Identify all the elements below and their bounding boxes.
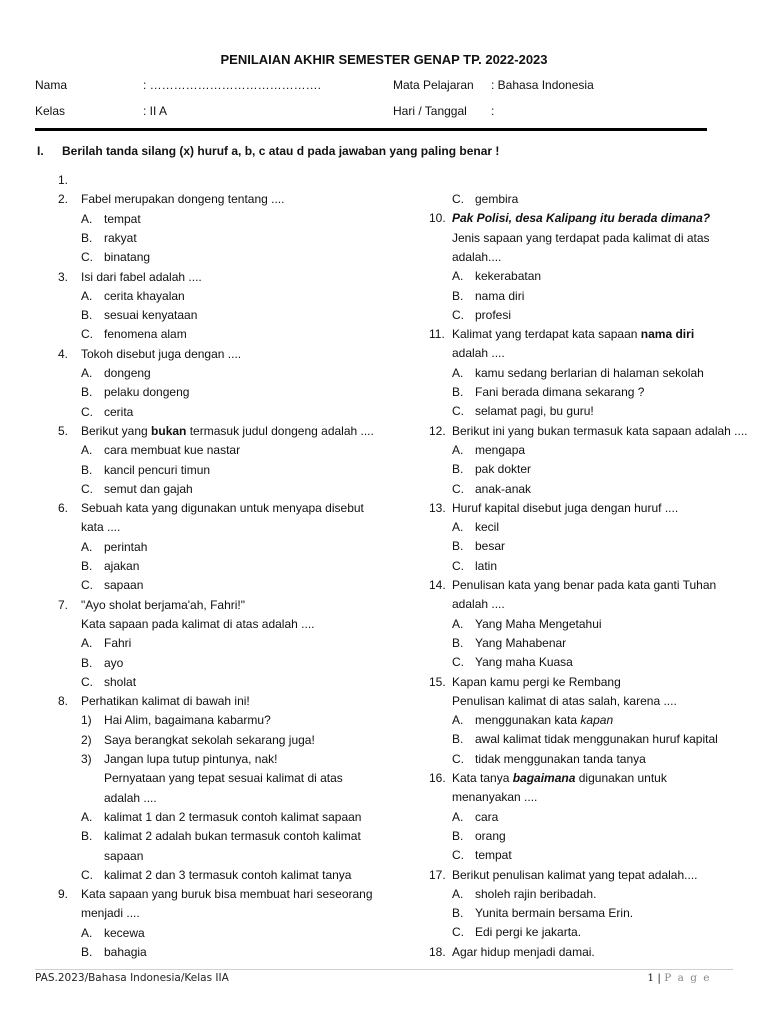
option-label: C. [81, 578, 93, 593]
line-text: kancil pencuri timun [104, 462, 211, 477]
line-text: kecil [475, 520, 500, 535]
question-number: 11. [429, 327, 445, 342]
header-divider [35, 128, 707, 131]
option-label: A. [452, 269, 464, 284]
line-text: "Ayo sholat berjama'ah, Fahri!" [81, 597, 246, 612]
question-number: 2. [58, 192, 69, 207]
option-label: B. [452, 385, 464, 399]
option-label: A. [81, 288, 93, 303]
text-segment: menggunakan kata [475, 713, 581, 728]
name-value: : ……………………………………. [143, 78, 322, 92]
line-text: Penulisan kata yang benar pada kata ganti Tuhan [452, 578, 717, 592]
line-text: Huruf kapital disebut juga dengan huruf .... [452, 500, 679, 515]
line-text: binatang [104, 250, 151, 265]
line-text: dongeng [104, 366, 151, 380]
line-text: adalah .... [104, 790, 157, 805]
line-text: perintah [104, 539, 148, 554]
subject-label: Mata Pelajaran [393, 78, 474, 92]
question-number: 12. [429, 423, 446, 438]
section-number: I. [37, 144, 44, 158]
question-number: 8. [58, 694, 69, 709]
line-text: ajakan [104, 559, 140, 573]
line-text: kalimat 2 adalah bukan termasuk contoh kalimat [104, 829, 361, 844]
line-text: kalimat 2 dan 3 termasuk contoh kalimat tanya [104, 867, 352, 882]
question-number: 6. [58, 501, 69, 516]
line-text: Agar hidup menjadi damai. [452, 944, 595, 959]
line-text: Yunita bermain bersama Erin. [475, 906, 634, 921]
option-label: C. [452, 307, 464, 322]
page-title: PENILAIAN AKHIR SEMESTER GENAP TP. 2022-2023 [220, 52, 548, 67]
question-number: 1. [58, 173, 69, 187]
option-label: C. [452, 751, 464, 766]
name-label: Nama [35, 78, 68, 92]
option-label: A. [452, 713, 464, 728]
line-text: tidak menggunakan tanda tanya [475, 751, 646, 766]
line-text: cerita khayalan [104, 288, 185, 303]
line-text: adalah .... [452, 597, 505, 612]
line-text: Yang Mahabenar [475, 635, 567, 650]
option-label: A. [81, 366, 93, 380]
line-text: Berikut ini yang bukan termasuk kata sapaan adalah .... [452, 423, 748, 438]
line-text: tempat [104, 211, 141, 226]
line-text: bahagia [104, 945, 147, 959]
option-label: B. [452, 539, 464, 554]
option-label: B. [81, 230, 93, 245]
option-label: C. [452, 404, 464, 419]
bold-text: bukan [151, 423, 187, 438]
bold-italic-text: Pak Polisi, desa Kalipang itu berada dimana? [452, 211, 711, 226]
option-label: B. [452, 462, 464, 477]
section-instruction: Berilah tanda silang (x) huruf a, b, c atau d pada jawaban yang paling benar ! [62, 144, 500, 158]
line-text: semut dan gajah [104, 481, 193, 496]
option-label: B. [452, 828, 464, 843]
line-text: Yang Maha Mengetahui [475, 616, 602, 631]
line-text: kekerabatan [475, 269, 542, 284]
question-number: 15. [429, 674, 446, 689]
line-text: Pernyataan yang tepat sesuai kalimat di atas [104, 771, 343, 786]
bold-text: nama diri [640, 327, 695, 342]
option-label: A. [452, 809, 464, 824]
option-label: A. [81, 636, 93, 651]
line-text: Fabel merupakan dongeng tentang .... [81, 192, 285, 207]
line-text: mengapa [475, 442, 526, 457]
line-text: Kata sapaan pada kalimat di atas adalah .... [81, 616, 315, 631]
line-text: nama diri [475, 288, 525, 303]
line-text: sapaan [104, 578, 144, 593]
option-label: A. [452, 442, 464, 457]
option-label: 2) [81, 732, 92, 747]
line-text: Perhatikan kalimat di bawah ini! [81, 694, 250, 709]
line-text: kecewa [104, 925, 145, 940]
option-label: A. [452, 616, 464, 631]
line-text: cara membuat kue nastar [104, 443, 241, 458]
option-label: B. [452, 732, 464, 747]
date-label: Hari / Tanggal [393, 104, 467, 118]
option-label: C. [452, 481, 464, 496]
subject-value: : Bahasa Indonesia [491, 78, 594, 92]
line-text: fenomena alam [104, 327, 187, 342]
option-label: C. [81, 674, 93, 689]
option-label: B. [452, 288, 464, 303]
date-value: : [491, 104, 495, 118]
option-label: A. [81, 925, 93, 940]
text-segment: digunakan untuk [575, 771, 667, 785]
question-number: 9. [58, 887, 69, 902]
option-label: A. [452, 365, 464, 380]
line-text: sholat [104, 674, 137, 689]
line-text: Edi pergi ke jakarta. [475, 925, 582, 940]
line-text [452, 327, 694, 341]
question-number: 14. [429, 578, 446, 592]
page-word: P a g e [664, 972, 711, 984]
question-number: 5. [58, 423, 69, 438]
line-text: profesi [475, 307, 512, 322]
question-number: 17. [429, 867, 446, 882]
line-text: Fahri [104, 636, 132, 651]
option-label: A. [81, 809, 93, 824]
line-text: Yang maha Kuasa [475, 655, 573, 670]
class-label: Kelas [35, 104, 66, 118]
line-text: kata .... [81, 520, 121, 535]
line-text: anak-anak [475, 481, 532, 496]
line-text: adalah.... [452, 249, 502, 264]
option-label: C. [452, 925, 464, 940]
line-text: sapaan [104, 848, 144, 863]
option-label: C. [452, 192, 464, 206]
line-text: latin [475, 558, 498, 573]
italic-text: kapan [580, 713, 614, 728]
option-label: A. [81, 443, 93, 458]
option-label: B. [452, 906, 464, 921]
line-text: orang [475, 828, 506, 843]
line-text: Hai Alim, bagaimana kabarmu? [104, 713, 271, 728]
question-number: 10. [429, 211, 446, 226]
question-number: 13. [429, 500, 446, 515]
question-number: 16. [429, 771, 446, 785]
line-text: pelaku dongeng [104, 385, 190, 400]
option-label: C. [81, 250, 93, 265]
line-text: tempat [475, 848, 512, 863]
option-label: B. [81, 829, 93, 844]
option-label: B. [81, 385, 93, 400]
line-text: Sebuah kata yang digunakan untuk menyapa disebut [81, 501, 364, 516]
option-label: C. [81, 867, 93, 882]
line-text: gembira [475, 192, 519, 206]
question-number: 7. [58, 597, 69, 612]
option-label: A. [452, 520, 464, 535]
line-text: Kapan kamu pergi ke Rembang [452, 674, 621, 689]
option-label: C. [81, 327, 93, 342]
question-number: 3. [58, 269, 69, 284]
line-text: Jenis sapaan yang terdapat pada kalimat di atas [452, 230, 710, 245]
line-text [81, 424, 374, 438]
line-text: adalah .... [452, 346, 505, 361]
footer-page-number [647, 972, 711, 984]
option-label: A. [81, 539, 93, 554]
line-text: Berikut penulisan kalimat yang tepat adalah.... [452, 867, 698, 882]
line-text: kalimat 1 dan 2 termasuk contoh kalimat sapaan [104, 809, 362, 824]
line-text: rakyat [104, 230, 137, 245]
class-value: : II A [143, 104, 168, 118]
line-text [452, 211, 710, 225]
option-label: B. [81, 945, 93, 959]
option-label: A. [81, 211, 93, 226]
option-label: C. [452, 558, 464, 573]
option-label: 3) [81, 752, 92, 766]
option-label: B. [452, 635, 464, 650]
question-number: 18. [429, 944, 446, 959]
text-segment: Kata tanya [452, 771, 513, 785]
line-text: Jangan lupa tutup pintunya, nak! [104, 752, 278, 766]
line-text: sholeh rajin beribadah. [475, 886, 597, 901]
line-text: kamu sedang berlarian di halaman sekolah [475, 365, 704, 380]
line-text: cerita [104, 404, 134, 419]
line-text: sesuai kenyataan [104, 308, 198, 323]
line-text: Isi dari fabel adalah .... [81, 269, 202, 284]
line-text: Saya berangkat sekolah sekarang juga! [104, 732, 315, 747]
footer-divider [35, 969, 733, 970]
option-label: B. [81, 655, 93, 670]
text-segment: termasuk judul dongeng adalah .... [186, 423, 374, 438]
line-text: Penulisan kalimat di atas salah, karena .... [452, 693, 677, 708]
option-label: B. [81, 308, 93, 323]
line-text: besar [475, 539, 506, 554]
line-text: Fani berada dimana sekarang ? [475, 385, 645, 399]
text-segment: Kalimat yang terdapat kata sapaan [452, 327, 641, 342]
text-segment: Berikut yang [81, 423, 152, 438]
footer-document-code: PAS.2023/Bahasa Indonesia/Kelas IIA [35, 972, 229, 984]
page-number: 1 [647, 972, 654, 984]
line-text: pak dokter [475, 462, 532, 477]
option-label: B. [81, 462, 93, 477]
page-separator: | [654, 972, 665, 984]
line-text: Kata sapaan yang buruk bisa membuat hari seseorang [81, 887, 373, 902]
option-label: B. [81, 559, 93, 573]
option-label: C. [452, 848, 464, 863]
option-label: C. [81, 404, 93, 419]
line-text [475, 713, 613, 727]
option-label: 1) [81, 713, 92, 728]
line-text: menanyakan .... [452, 790, 538, 805]
line-text: menjadi .... [81, 906, 140, 921]
line-text: ayo [104, 655, 124, 670]
line-text [452, 771, 667, 785]
line-text: cara [475, 809, 499, 824]
line-text: Tokoh disebut juga dengan .... [81, 346, 242, 361]
option-label: C. [452, 655, 464, 670]
line-text: awal kalimat tidak menggunakan huruf kapital [475, 732, 718, 747]
question-number: 4. [58, 346, 69, 361]
bold-italic-text: bagaimana [512, 771, 576, 785]
option-label: C. [81, 481, 93, 496]
option-label: A. [452, 886, 464, 901]
line-text: selamat pagi, bu guru! [475, 404, 594, 419]
